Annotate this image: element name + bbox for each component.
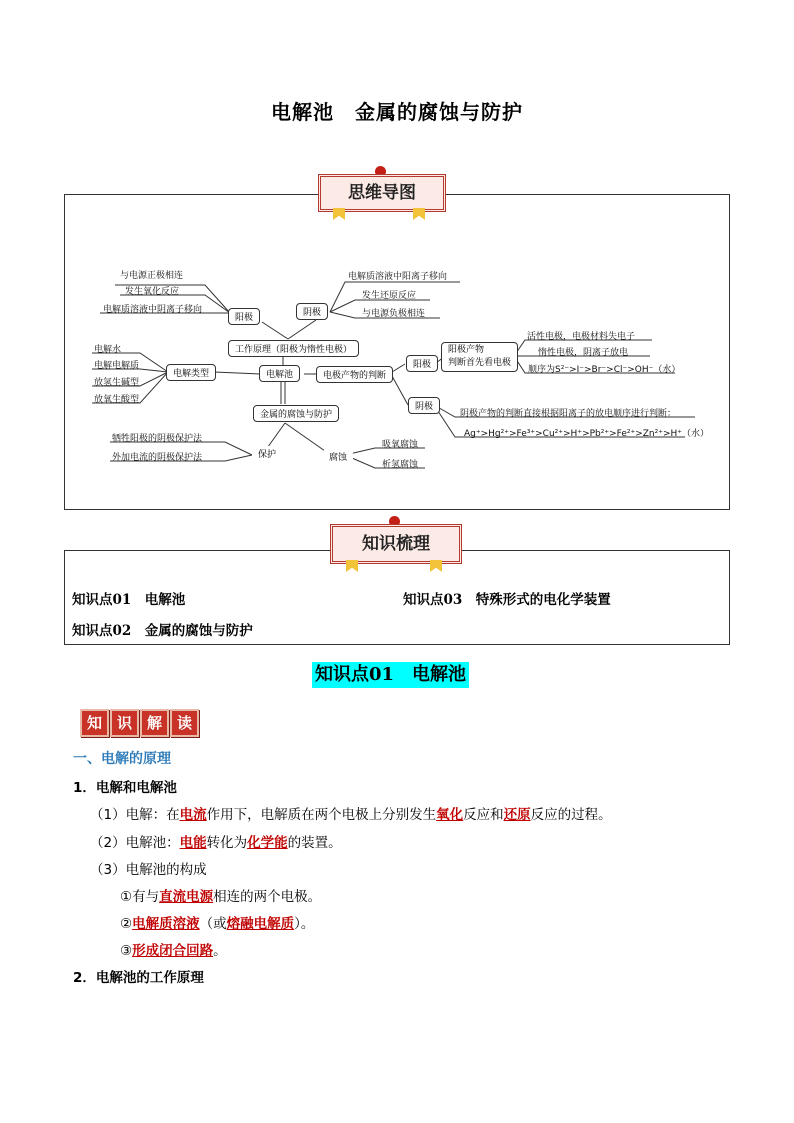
text: 反应和 xyxy=(463,807,504,823)
mm-p-cathode-node: 阴极 xyxy=(408,397,440,414)
text: 作用下，电解质在两个电极上分别发生 xyxy=(206,807,437,823)
subsection-heading: 一、电解的原理 xyxy=(73,751,171,767)
line-electrolysis xyxy=(90,803,612,823)
knowledge-point-link[interactable]: 知识点03 特殊形式的电化学装置 xyxy=(403,592,611,608)
mm-cathode-item: 电解质溶液中阳离子移向 xyxy=(348,272,448,282)
mm-anode-node: 阳极 xyxy=(228,308,260,325)
knowledge-point-link[interactable]: 知识点01 电解池 xyxy=(72,592,186,608)
mm-protect-item: 外加电流的阴极保护法 xyxy=(112,453,203,463)
mm-corrode-item: 吸氧腐蚀 xyxy=(382,440,419,450)
knowledge-point-link[interactable]: 知识点02 金属的腐蚀与防护 xyxy=(72,623,253,639)
text: （2）电解池： xyxy=(90,835,180,851)
mindmap-banner-label: 思维导图 xyxy=(348,183,416,203)
text: 。 xyxy=(213,943,227,959)
text: （或 xyxy=(199,916,227,932)
tag-char: 读 xyxy=(170,709,199,737)
mm-p-anode-item: 活性电极，电极材料失电子 xyxy=(527,332,636,342)
text: 反应的过程。 xyxy=(530,807,612,823)
line-electrolytic-cell xyxy=(90,831,342,851)
text: 转化为 xyxy=(206,835,248,851)
keyword: 还原 xyxy=(503,807,531,823)
mm-center-node: 电解池 xyxy=(259,365,300,382)
text: ①有与 xyxy=(120,889,160,905)
line-composition: （3）电解池的构成 xyxy=(90,862,207,878)
mm-p-anode-item: 惰性电极，阴离子放电 xyxy=(538,348,629,358)
text: （1）电解：在 xyxy=(90,807,180,823)
section-heading: 知识点01 电解池 xyxy=(312,662,469,688)
mm-corrosion-node: 金属的腐蚀与防护 xyxy=(253,405,339,422)
mm-p-cathode-text: 阴极产物的判断直接根据阳离子的放电顺序进行判断： xyxy=(460,409,677,419)
document-title: 电解池 金属的腐蚀与防护 xyxy=(271,100,523,124)
keyword: 氧化 xyxy=(436,807,464,823)
keyword: 电流 xyxy=(179,807,207,823)
mm-cathode-node: 阴极 xyxy=(296,303,328,320)
tag-char: 识 xyxy=(110,709,139,737)
text: ② xyxy=(120,916,133,932)
mm-p-anode-node: 阳极 xyxy=(406,355,438,372)
mm-cathode-item: 与电源负极相连 xyxy=(362,309,426,319)
tag-char: 知 xyxy=(80,709,109,737)
knowledge-banner xyxy=(330,524,462,564)
mm-protect-node: 保护 xyxy=(252,446,282,461)
mm-p-cathode-order: Ag⁺>Hg²⁺>Fe³⁺>Cu²⁺>H⁺>Pb²⁺>Fe²⁺>Zn²⁺>H⁺（水） xyxy=(464,429,710,439)
tag-char: 解 xyxy=(140,709,169,737)
line-condition-1 xyxy=(120,885,321,905)
line-condition-2 xyxy=(120,912,314,932)
mm-types-node: 电解类型 xyxy=(166,364,216,381)
mm-protect-item: 牺牲阳极的阴极保护法 xyxy=(112,434,203,444)
keyword: 形成闭合回路 xyxy=(132,943,214,959)
mm-cathode-item: 发生还原反应 xyxy=(362,291,417,301)
mm-type-item: 放氢生碱型 xyxy=(94,378,140,388)
mm-product-node: 电极产物的判断 xyxy=(316,366,393,383)
mm-p-anode-box-line1: 阳极产物 xyxy=(448,345,485,355)
text: 的装置。 xyxy=(287,835,342,851)
line-condition-3 xyxy=(120,939,227,959)
text: 相连的两个电极。 xyxy=(213,889,322,905)
item-heading: 1．电解和电解池 xyxy=(73,780,177,796)
mm-corrode-node: 腐蚀 xyxy=(323,449,353,464)
mm-p-anode-box-line2: 判断首先看电极 xyxy=(448,358,512,368)
mm-p-anode-item: 顺序为S²⁻>I⁻>Br⁻>Cl⁻>OH⁻（水） xyxy=(528,365,681,375)
mm-anode-item: 电解质溶液中阴离子移向 xyxy=(103,305,203,315)
text: ③ xyxy=(120,943,133,959)
mm-p-anode-box xyxy=(441,342,518,372)
knowledge-banner-label: 知识梳理 xyxy=(362,534,430,554)
text: ）。 xyxy=(294,916,315,932)
keyword: 电能 xyxy=(179,835,207,851)
mm-anode-item: 与电源正极相连 xyxy=(120,271,184,281)
keyword: 熔融电解质 xyxy=(226,916,295,932)
mm-type-item: 电解电解质 xyxy=(94,361,140,371)
item-heading: 2．电解池的工作原理 xyxy=(73,970,204,986)
keyword: 电解质溶液 xyxy=(132,916,200,932)
mm-anode-item: 发生氧化反应 xyxy=(125,287,180,297)
keyword: 化学能 xyxy=(247,835,288,851)
mm-type-item: 放氧生酸型 xyxy=(94,395,140,405)
mm-corrode-item: 析氢腐蚀 xyxy=(382,460,419,470)
mm-work-principle-node: 工作原理（阳极为惰性电极） xyxy=(228,340,359,357)
mm-type-item: 电解水 xyxy=(94,345,122,355)
keyword: 直流电源 xyxy=(159,889,214,905)
